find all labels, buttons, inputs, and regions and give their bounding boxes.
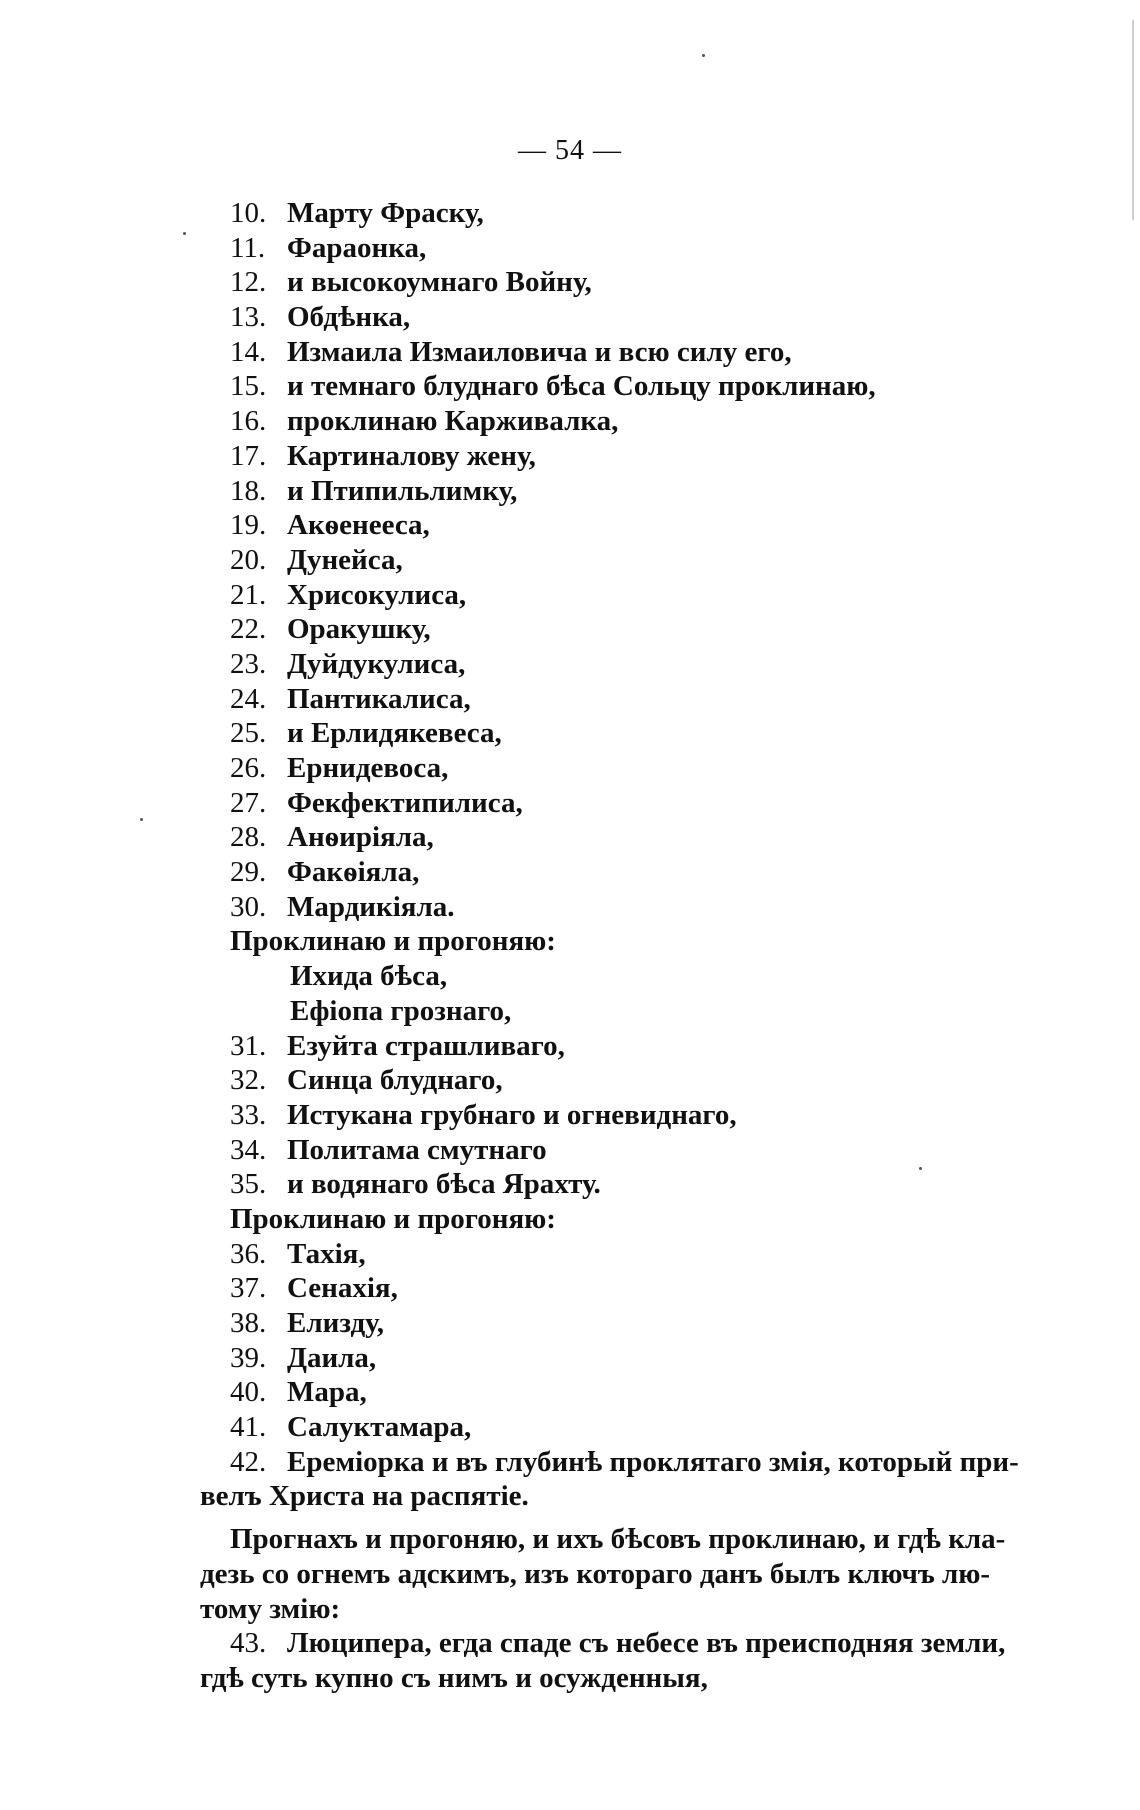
item-number: 26. [230,752,267,784]
item-number: 42. [230,1445,267,1478]
item-text: Факѳіяла, [287,856,420,889]
numbered-list-1 [230,196,1060,924]
list-item [230,820,1060,855]
list-item [230,682,1060,717]
item-text: Измаила Измаиловича и всю силу его, [287,335,792,368]
item-text: Оракушку, [287,613,431,646]
item-text: Мардикіяла. [287,890,455,923]
list-item [230,543,1060,578]
list-item [230,1271,1060,1306]
item-number: 27. [230,786,267,819]
paragraph-line: Прогнахъ и прогоняю, и ихъ бѣсовъ проклинаю, и гдѣ кла- [230,1523,1006,1556]
item-text: Картиналову жену, [287,439,536,472]
item-number: 17. [230,439,267,472]
item-number: 41. [230,1411,267,1444]
item-text: Еремiорка и въ глубинѣ проклятаго змія, который при- [287,1445,1019,1478]
item-text: и темнаго блуднаго бѣса Сольцу проклинаю, [287,370,876,403]
list-item [230,890,1060,925]
list-item [230,231,1060,266]
item-text: Даила, [287,1341,377,1374]
item-text: Фараонка, [287,231,427,264]
item-text: Обдѣнка, [287,301,411,334]
item-text: Политама смутнаго [287,1133,547,1166]
item-number: 12. [230,266,267,299]
item-number: 36. [230,1237,267,1270]
item-number: 39. [230,1341,267,1374]
list-item [230,1167,1060,1202]
list-item [230,300,1060,335]
list-item [230,1237,1060,1272]
item-text: Сенахія, [287,1272,398,1305]
item-number: 15. [230,370,267,403]
heading-curse-2: Проклинаю и прогоняю: [230,1202,556,1235]
list-item [230,751,1060,786]
item-text: и Птипильлимку, [287,474,518,507]
list-item [230,404,1060,439]
item-number: 25. [230,717,267,750]
item-text: Езуйта страшливаго, [287,1029,565,1062]
list-item [230,855,1060,890]
item-42-line-2: велъ Христа на распятіе. [200,1480,529,1513]
list-item [230,578,1060,613]
item-text: Ернидевоса, [287,752,449,784]
item-number: 32. [230,1064,267,1097]
item-text: и Ерлидякевеса, [287,717,502,750]
scan-speck [183,232,186,235]
item-number: 14. [230,335,267,368]
list-item [230,196,1060,231]
list-item [230,1029,1060,1064]
item-number: 40. [230,1376,267,1409]
paragraph-line: дезь со огнемъ адскимъ, изъ котораго данъ былъ ключъ лю- [200,1557,991,1590]
list-item [230,508,1060,543]
item-number: 22. [230,613,267,646]
item-text: Синца блуднаго, [287,1064,503,1097]
list-item [230,1375,1060,1410]
text-body [200,196,1060,1696]
item-number: 33. [230,1098,267,1131]
list-item [230,716,1060,751]
list-item [230,1341,1060,1376]
scan-speck [702,54,705,57]
item-text: Истукана грубнаго и огневиднаго, [287,1098,737,1131]
numbered-list-2 [230,1029,1060,1202]
list-item [230,612,1060,647]
page-number: — 54 — [518,135,622,166]
item-text: Елизду, [287,1307,384,1339]
page-edge-mark [1132,20,1134,220]
item-number: 16. [230,405,267,438]
item-43-line-1 [230,1626,1060,1661]
item-text: Фекфектипилиса, [287,786,523,819]
item-number: 35. [230,1168,267,1201]
item-text: Дуйдукулиса, [287,647,466,680]
list-item [230,265,1060,300]
item-number: 13. [230,301,267,334]
list-item [230,335,1060,370]
list-item [230,369,1060,404]
item-number: 28. [230,821,267,854]
item-text: и высокоумнаго Войну, [287,266,592,299]
item-number: 34. [230,1133,267,1166]
item-number: 18. [230,474,267,507]
item-text: проклинаю Карживалка, [287,405,619,438]
item-text: Люципера, егда спаде съ небесе въ преисподняя земли, [287,1627,1006,1660]
item-number: 38. [230,1307,267,1339]
list-item [230,1133,1060,1168]
list-item [230,647,1060,682]
heading-curse-1: Проклинаю и прогоняю: [230,925,556,958]
item-43-line-2: гдѣ суть купно съ нимъ и осужденныя, [200,1661,708,1694]
item-number: 29. [230,856,267,889]
scan-speck [140,818,143,821]
item-text: Анѳиріяла, [287,821,434,854]
item-number: 20. [230,543,267,576]
list-item [230,474,1060,509]
indented-line: Ефіопа грознаго, [290,994,512,1027]
item-number: 30. [230,890,267,923]
item-text: Пантикалиса, [287,682,471,715]
numbered-list-3 [230,1237,1060,1445]
list-item [230,786,1060,821]
list-item [230,1306,1060,1341]
list-item [230,1063,1060,1098]
item-number: 19. [230,509,267,542]
item-number: 21. [230,578,267,611]
list-item [230,1410,1060,1445]
item-number: 24. [230,682,267,715]
item-text: Хрисокулиса, [287,578,467,611]
item-42-line-1 [230,1445,1060,1480]
item-text: Марту Фраску, [287,197,484,229]
item-text: Дунейса, [287,543,403,576]
item-text: и водянаго бѣса Ярахту. [287,1168,601,1201]
item-number: 43. [230,1627,267,1660]
list-item [230,1098,1060,1133]
item-text: Акѳенееса, [287,509,430,542]
item-text: Салуктамара, [287,1411,472,1444]
indented-line: Ихида бѣса, [290,960,448,993]
item-number: 31. [230,1029,267,1062]
item-number: 23. [230,647,267,680]
item-number: 10. [230,197,267,229]
item-number: 37. [230,1272,267,1305]
paragraph-line: тому змію: [200,1592,341,1625]
item-text: Тахія, [287,1237,366,1270]
item-number: 11. [230,231,266,264]
list-item [230,439,1060,474]
item-text: Мара, [287,1376,367,1409]
